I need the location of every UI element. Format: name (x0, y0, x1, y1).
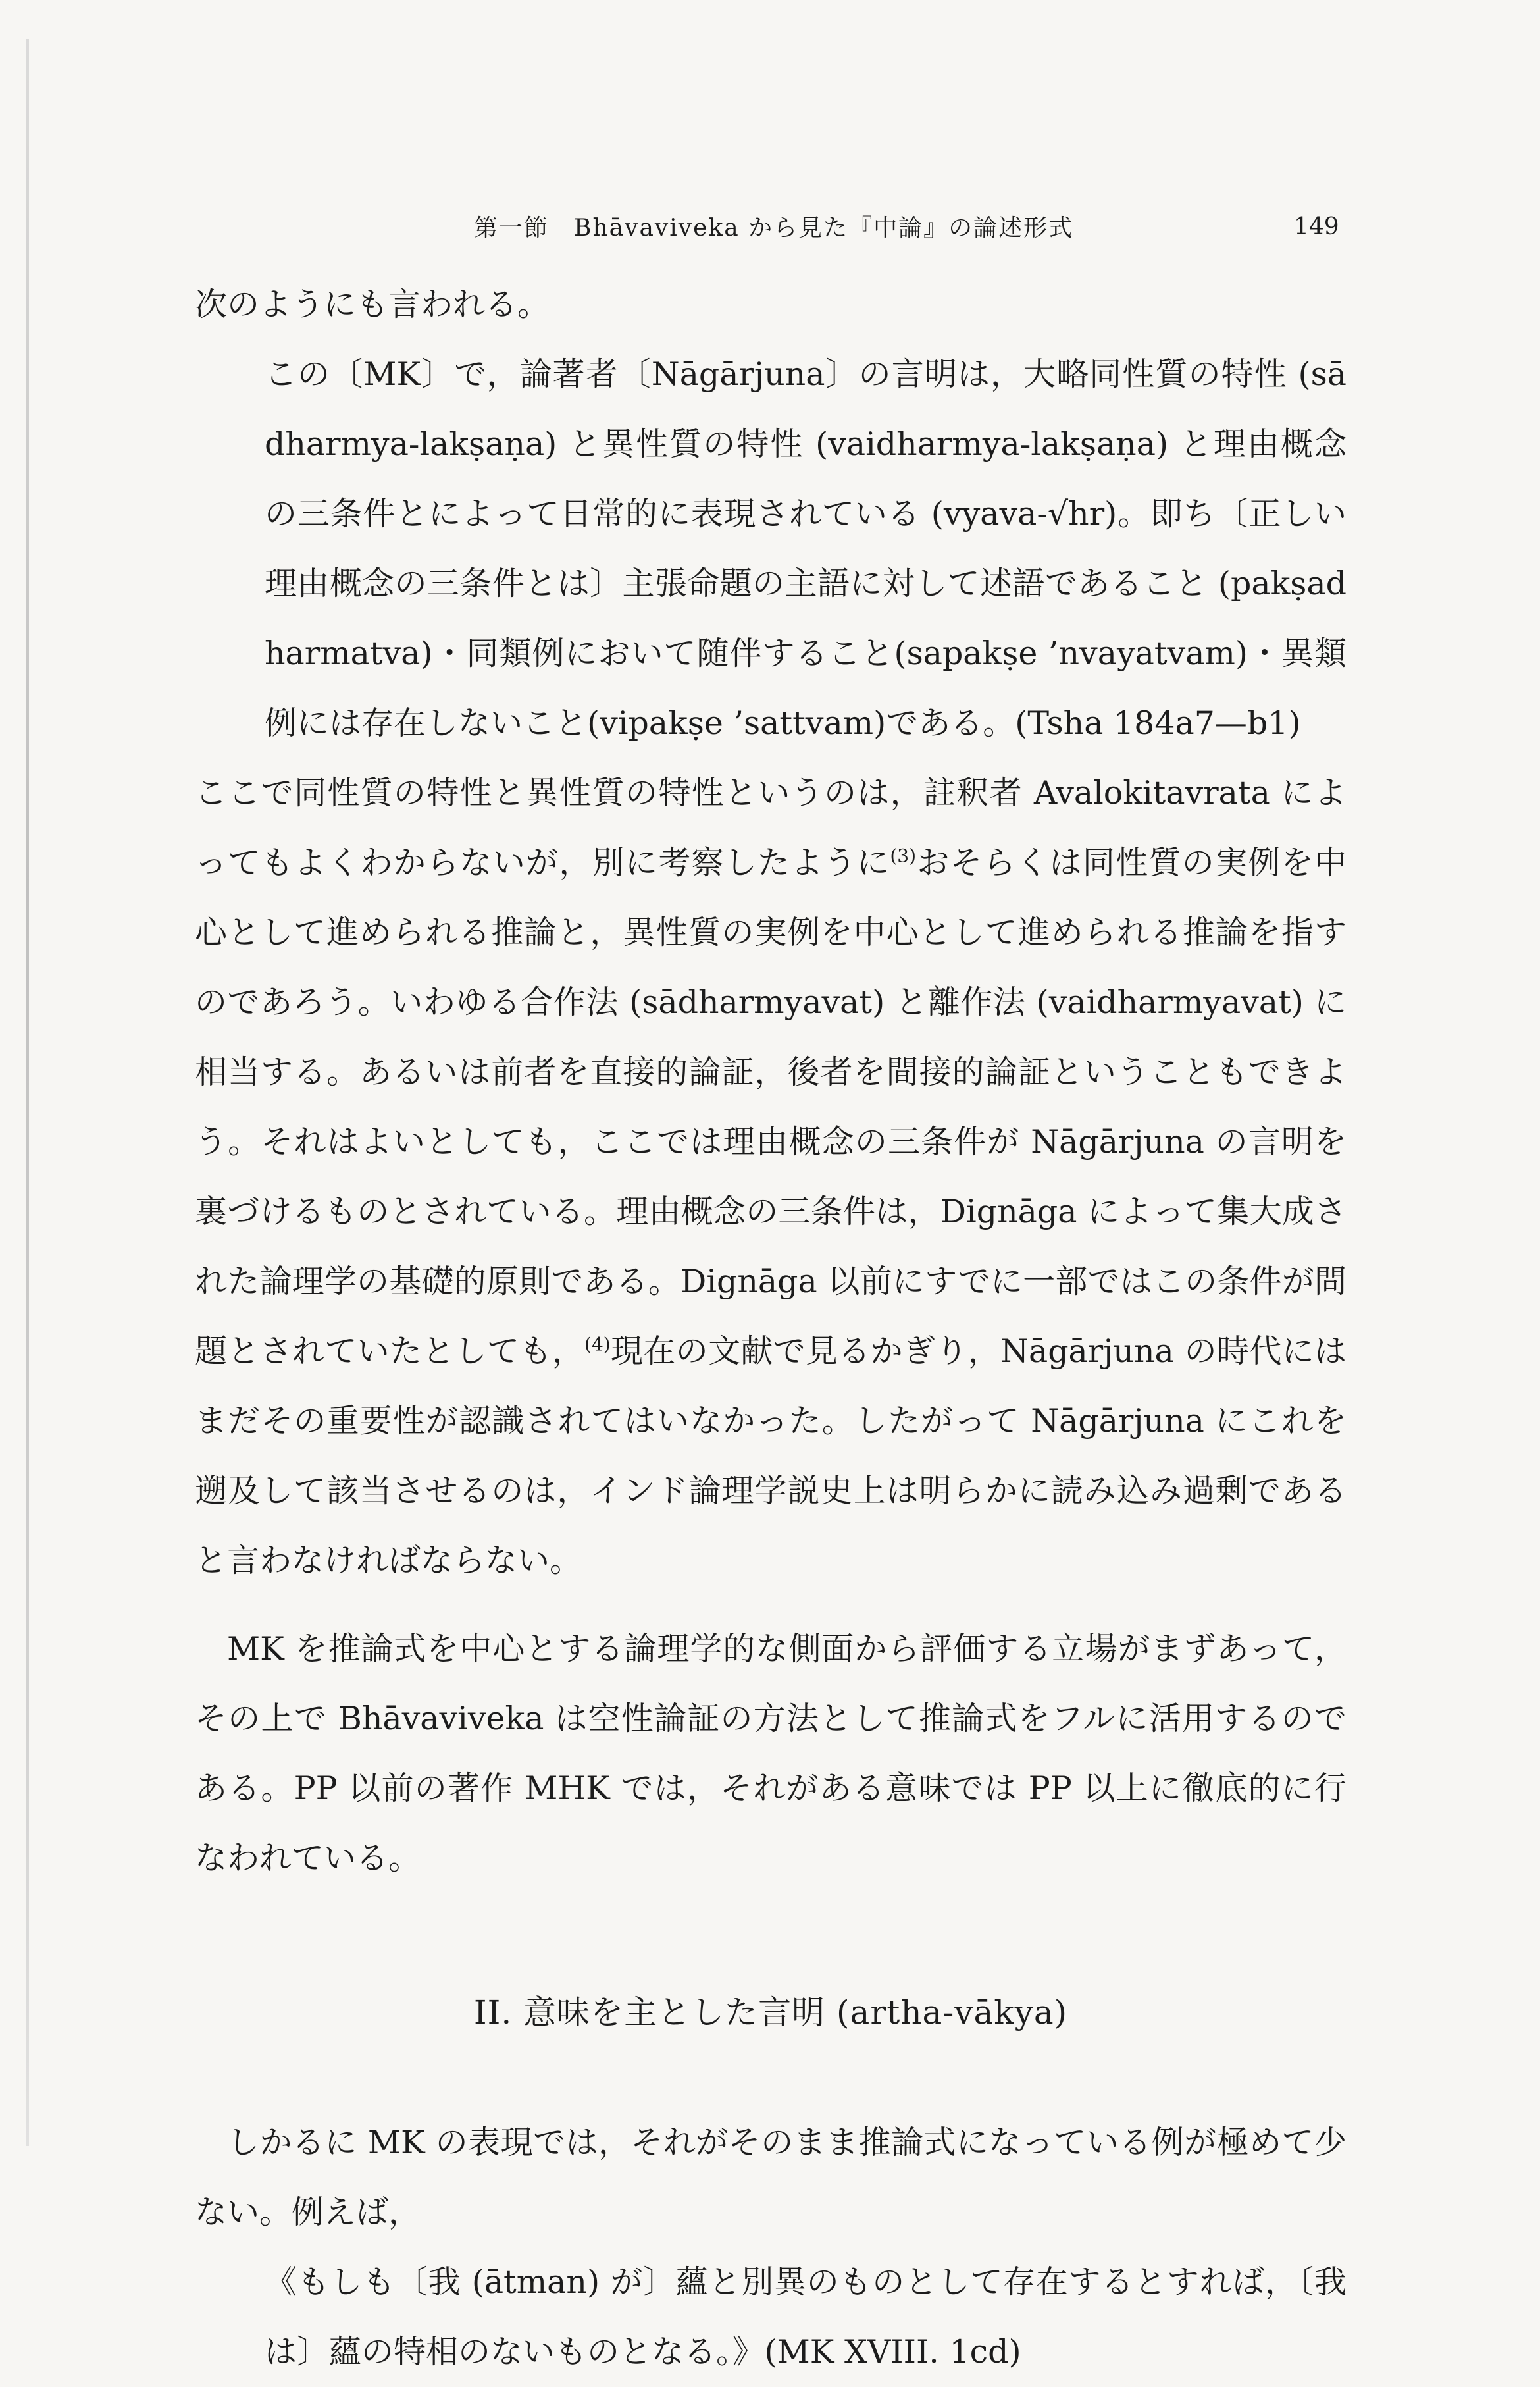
paragraph-3: しかるに MK の表現では，それがそのまま推論式になっている例が極めて少ない。例えば， (195, 2124, 1347, 2231)
paragraph-2: MK を推論式を中心とする論理学的な側面から評価する立場がまずあって，その上で Bhāvaviveka は空性論証の方法として推論式をフルに活用するのである。PP 以前の著作 MHK では，それがある意味では PP 以上に徹底的に行なわれている。 (195, 1630, 1347, 1877)
section-heading: II. 意味を主とした言明 (artha-vākya) (473, 1993, 1068, 2032)
page-edge-shadow (26, 39, 29, 2146)
block-quote-2: 《もしも〔我 (ātman) が〕蘊と別異のものとして存在するとすれば，〔我は〕蘊の特相のないものとなる。》(MK XVIII. 1cd) (265, 2263, 1347, 2371)
intro-line: 次のようにも言われる。 (195, 286, 550, 323)
running-head: 第一節 Bhāvaviveka から見た『中論』の論述形式 (474, 215, 1074, 242)
paragraph-1-part-2: おそらくは同性質の実例を中心として進められる推論と，異性質の実例を中心として進められる推論を指すのであろう。いわゆる合作法 (sādharmyavat) と離作法 (vaidharmyavat) に相当する。あるいは前者を直接的論証，後者を間接的論証ということもできよう。それはよいとしても，ここでは理由概念の三条件が Nāgārjuna の言明を裏づけるものとされている。理由概念の三条件は，Dignāga によって集大成された論理学の基礎的原則である。Dignāga 以前にすでに一部ではこの条件が問題とされていたとしても， (195, 844, 1347, 1370)
page-header (0, 209, 1540, 249)
block-quote-1: この〔MK〕で，論著者〔Nāgārjuna〕の言明は，大略同性質の特性 (sādharmya-lakṣaṇa) と異性質の特性 (vaidharmya-lakṣaṇa) と理由概念の三条件とによって日常的に表現されている (vyava-√hr)。即ち〔正しい理由概念の三条件とは〕主張命題の主語に対して述語であること (pakṣadharmatva)・同類例において随伴すること(sapakṣe ’nvayatvam)・異類例には存在しないこと(vipakṣe ’sattvam)である。(Tsha 184a7—b1) (265, 355, 1347, 742)
footnote-marker-4: (4) (584, 1333, 611, 1355)
page-number: 149 (1294, 213, 1339, 240)
footnote-marker-3: (3) (890, 845, 917, 867)
paragraph-1-part-3: 現在の文献で見るかぎり，Nāgārjuna の時代にはまだその重要性が認識されてはいなかった。したがって Nāgārjuna にこれを遡及して該当させるのは，インド論理学説史上は明らかに読み込み過剰であると言わなければならない。 (195, 1332, 1347, 1579)
paragraph-1 (195, 758, 1347, 1596)
paragraph-1-part-1: ここで同性質の特性と異性質の特性というのは，註釈者 Avalokitavrata によってもよくわからないが，別に考察したように (195, 774, 1347, 881)
body-text (195, 270, 1347, 2387)
